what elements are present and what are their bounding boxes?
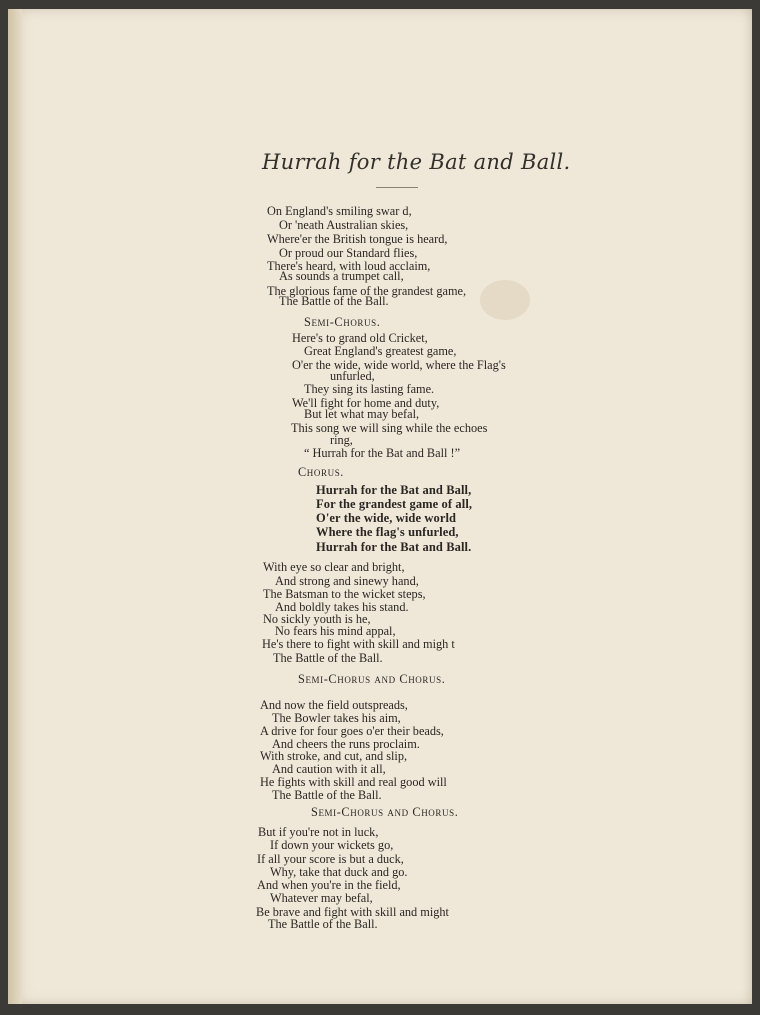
- verse1-line: There's heard, with loud acclaim,: [267, 259, 431, 273]
- verse3-line: A drive for four goes o'er their beads,: [260, 724, 444, 738]
- semi-chorus-line: This song we will sing while the echoes: [291, 421, 488, 435]
- chorus-line: Hurrah for the Bat and Ball.: [316, 540, 472, 554]
- verse2-line: With eye so clear and bright,: [263, 560, 405, 574]
- verse4-line: If down your wickets go,: [270, 838, 394, 852]
- verse1-line: Or 'neath Australian skies,: [279, 218, 409, 232]
- verse4-line: Whatever may befal,: [270, 891, 373, 905]
- verse3-line: The Battle of the Ball.: [272, 788, 382, 802]
- verse3-line: And cheers the runs proclaim.: [272, 737, 420, 751]
- verse2-line: No sickly youth is he,: [263, 612, 371, 626]
- verse2-line: He's there to fight with skill and migh t: [262, 637, 455, 651]
- semi-chorus-line: O'er the wide, wide world, where the Flag's: [292, 358, 506, 372]
- semi-chorus-line: “ Hurrah for the Bat and Ball !”: [304, 446, 461, 460]
- verse3-line: The Bowler takes his aim,: [272, 711, 401, 725]
- verse4-line: But if you're not in luck,: [258, 825, 379, 839]
- verse2-line: And strong and sinewy hand,: [275, 574, 419, 588]
- semi-chorus-line: ring,: [330, 433, 353, 447]
- semi-chorus-line: But let what may befal,: [304, 407, 420, 421]
- semi-chorus-line: unfurled,: [330, 369, 375, 383]
- chorus-line: O'er the wide, wide world: [316, 511, 457, 525]
- verse1-line: As sounds a trumpet call,: [279, 269, 404, 283]
- verse1-line: Or proud our Standard flies,: [279, 246, 418, 260]
- chorus-line: Where the flag's unfurled,: [316, 525, 459, 539]
- verse3-line: And now the field outspreads,: [260, 698, 408, 712]
- verse4-line: The Battle of the Ball.: [268, 917, 378, 931]
- semi-chorus-and-chorus-heading: Semi-Chorus and Chorus.: [311, 805, 459, 819]
- verse2-line: No fears his mind appal,: [275, 624, 396, 638]
- semi-chorus-and-chorus-heading: Semi-Chorus and Chorus.: [298, 672, 446, 686]
- verse3-line: With stroke, and cut, and slip,: [260, 749, 408, 763]
- verse1-line: The Battle of the Ball.: [279, 294, 389, 308]
- verse4-line: If all your score is but a duck,: [257, 852, 404, 866]
- chorus-line: For the grandest game of all,: [316, 497, 473, 511]
- semi-chorus-line: They sing its lasting fame.: [304, 382, 435, 396]
- semi-chorus-line: Here's to grand old Cricket,: [292, 331, 428, 345]
- verse4-line: And when you're in the field,: [257, 878, 401, 892]
- verse3-line: And caution with it all,: [272, 762, 386, 776]
- verse2-line: The Battle of the Ball.: [273, 651, 383, 665]
- verse2-line: The Batsman to the wicket steps,: [263, 587, 426, 601]
- verse1-line: The glorious fame of the grandest game,: [267, 284, 467, 298]
- semi-chorus-line: Great England's greatest game,: [304, 344, 457, 358]
- semi-chorus-heading: Semi-Chorus.: [304, 315, 381, 329]
- verse1-line: On England's smiling swar d,: [267, 204, 412, 218]
- chorus-heading: Chorus.: [298, 465, 344, 479]
- chorus-line: Hurrah for the Bat and Ball,: [316, 483, 472, 497]
- semi-chorus-line: We'll fight for home and duty,: [292, 396, 440, 410]
- verse4-line: Why, take that duck and go.: [270, 865, 408, 879]
- song-title: Hurrah for the Bat and Ball.: [262, 150, 571, 174]
- verse1-line: Where'er the British tongue is heard,: [267, 232, 448, 246]
- title-divider: [376, 187, 418, 188]
- verse2-line: And boldly takes his stand.: [275, 600, 409, 614]
- verse4-line: Be brave and fight with skill and might: [256, 905, 449, 919]
- verse3-line: He fights with skill and real good will: [260, 775, 447, 789]
